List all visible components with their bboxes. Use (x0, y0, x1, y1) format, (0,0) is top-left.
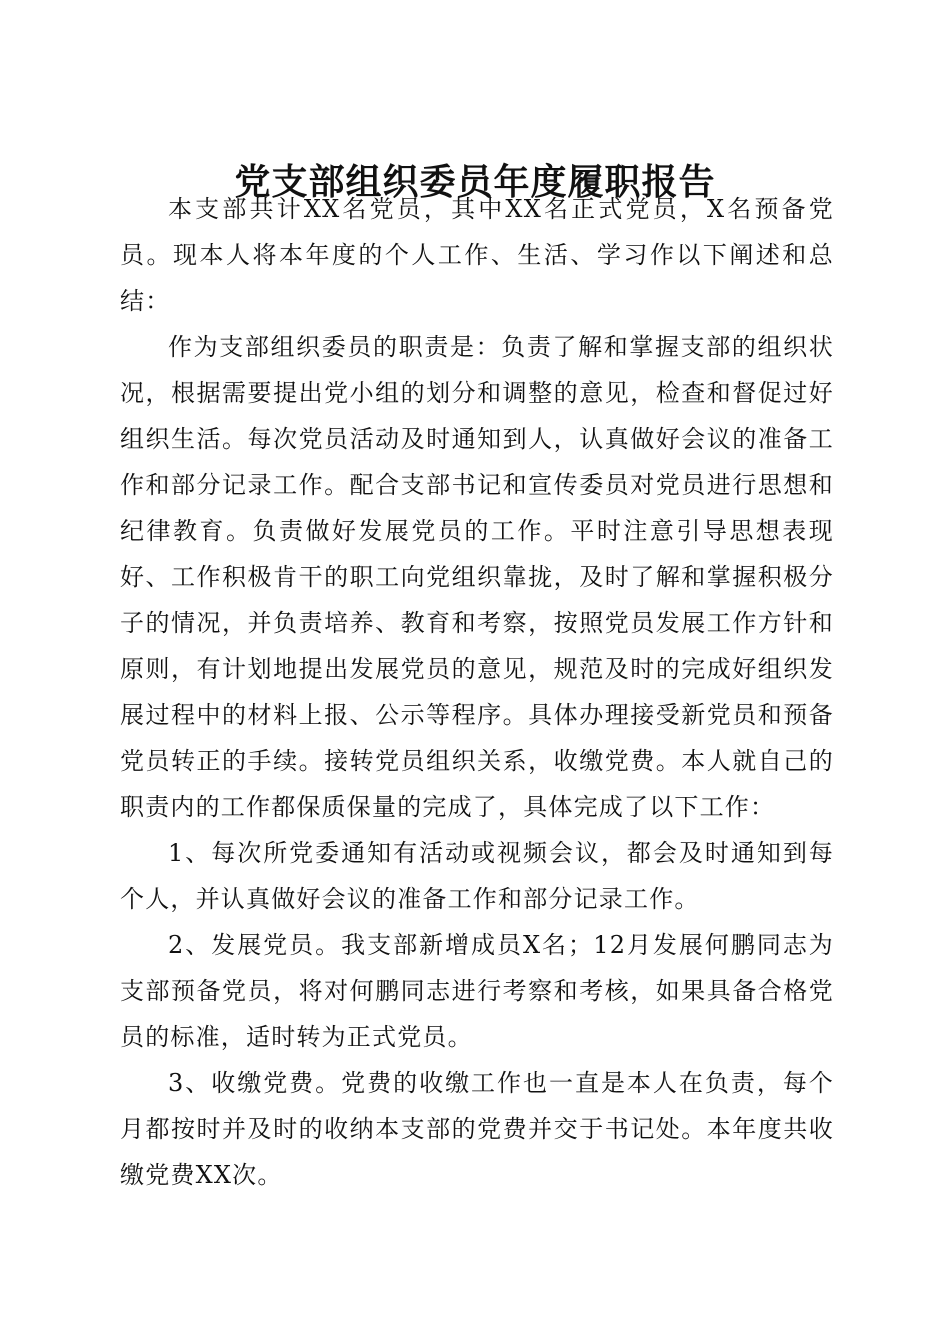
paragraph-duties: 作为支部组织委员的职责是：负责了解和掌握支部的组织状况，根据需要提出党小组的划分和调整的意见，检查和督促过好组织生活。每次党员活动及时通知到人，认真做好会议的准备工作和部分记录工作。配合支部书记和宣传委员对党员进行思想和纪律教育。负责做好发展党员的工作。平时注意引导思想表现好、工作积极肯干的职工向党组织靠拢，及时了解和掌握积极分子的情况，并负责培养、教育和考察，按照党员发展工作方针和原则，有计划地提出发展党员的意见，规范及时的完成好组织发展过程中的材料上报、公示等程序。具体办理接受新党员和预备党员转正的手续。接转党员组织关系，收缴党费。本人就自己的职责内的工作都保质保量的完成了，具体完成了以下工作： (120, 333, 834, 821)
document-title: 党支部组织委员年度履职报告 (234, 161, 716, 204)
paragraph-item-2: 2、发展党员。我支部新增成员X名；12月发展何鹏同志为支部预备党员，将对何鹏同志进行考察和考核，如果具备合格党员的标准，适时转为正式党员。 (120, 931, 834, 1051)
paragraph-item-1: 1、每次所党委通知有活动或视频会议，都会及时通知到每个人，并认真做好会议的准备工作和部分记录工作。 (120, 839, 834, 913)
paragraph-item-3: 3、收缴党费。党费的收缴工作也一直是本人在负责，每个月都按时并及时的收纳本支部的党费并交于书记处。本年度共收缴党费XX次。 (120, 1069, 834, 1189)
paragraph-intro: 本支部共计XX名党员，其中XX名正式党员，X名预备党员。现本人将本年度的个人工作、生活、学习作以下阐述和总结： (120, 195, 834, 315)
document-body (120, 186, 834, 1198)
